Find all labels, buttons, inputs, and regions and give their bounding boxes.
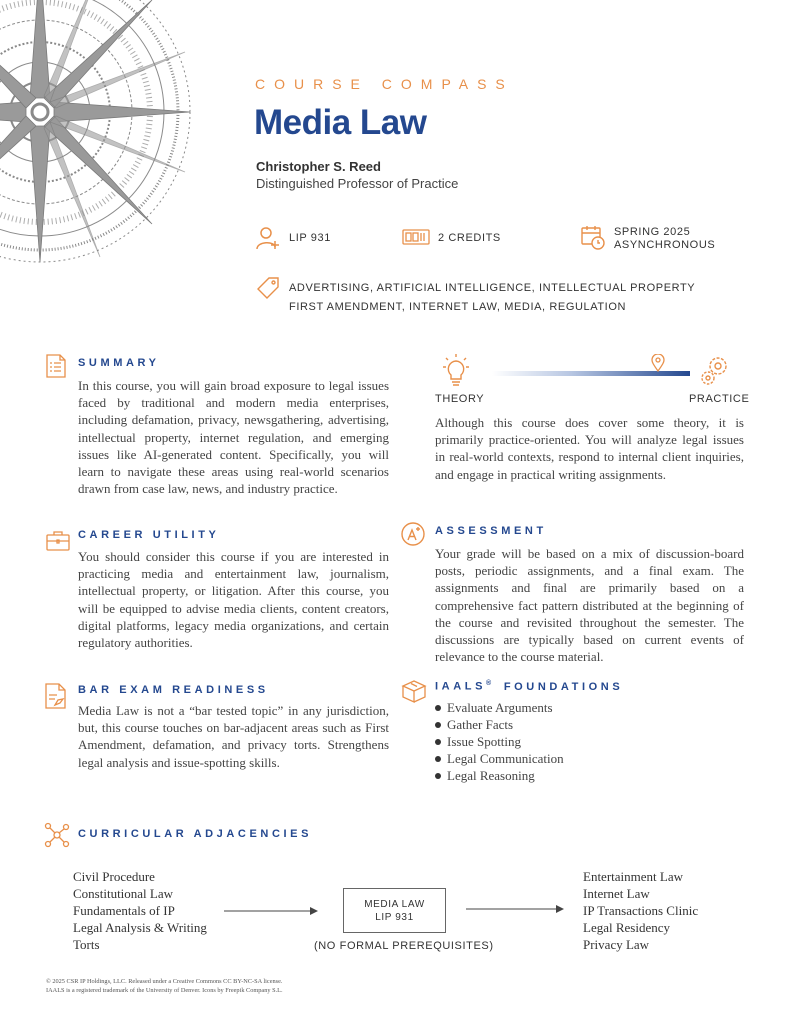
- list-item: Legal Communication: [435, 750, 564, 767]
- credits-counter-icon: [402, 229, 430, 245]
- professor-title: Distinguished Professor of Practice: [256, 176, 459, 191]
- list-item: Legal Residency: [583, 920, 670, 935]
- format: ASYNCHRONOUS: [614, 239, 716, 251]
- adjacencies-heading: CURRICULAR ADJACENCIES: [78, 828, 313, 840]
- list-item: Legal Analysis & Writing: [73, 920, 207, 935]
- professor-name: Christopher S. Reed: [256, 159, 381, 174]
- theory-label: THEORY: [435, 393, 485, 405]
- term: SPRING 2025: [614, 226, 691, 238]
- trademark-line: IAALS is a registered trademark of the University of Denver. Icons by Freepik Company S.L.: [46, 987, 283, 994]
- list-item: Legal Reasoning: [435, 767, 564, 784]
- list-item: Issue Spotting: [435, 733, 564, 750]
- bar-text: Media Law is not a “bar tested topic” in any jurisdiction, but, this course touches on bar-adjacent areas such as First Amendment, defamation, and privacy torts. Strengthens legal analysis and issue-spotting skills.: [78, 703, 389, 770]
- tag-icon: [256, 276, 280, 300]
- list-item: Privacy Law: [583, 937, 650, 952]
- practice-label: PRACTICE: [689, 393, 750, 405]
- center-course-code: LIP 931: [375, 911, 414, 923]
- subsequent-courses-list: [583, 868, 698, 953]
- list-item: Torts: [73, 937, 100, 952]
- topic-tags: [289, 279, 695, 317]
- career-text: You should consider this course if you are interested in practicing media and entertainment law, journalism, intellectual property, or litigation. After this course, you will be equipped to advise media clients, content creators, digital platforms, legacy media organizations, and certain regulatory authorities.: [78, 549, 389, 651]
- summary-text: In this course, you will gain broad exposure to legal issues faced by traditional and modern media enterprises, including defamation, privacy, newsgathering, advertising, intellectual property, internet regulation, and emerging issues like AI-generated content. Specifically, you will learn to navigate these areas using real-world scenarios drawn from case law, news, and industry practice.: [78, 378, 389, 497]
- prerequisites-note: (NO FORMAL PREREQUISITES): [314, 940, 494, 952]
- network-nodes-icon: [44, 822, 70, 848]
- arrow-right-icon: [466, 903, 566, 915]
- grade-a-plus-icon: [400, 521, 426, 547]
- iaals-list: [435, 699, 564, 784]
- list-item: Entertainment Law: [583, 869, 683, 884]
- registered-mark: ®: [486, 680, 492, 687]
- arrow-right-icon: [224, 905, 320, 917]
- credits: 2 CREDITS: [438, 232, 501, 244]
- briefcase-icon: [46, 530, 70, 552]
- calendar-clock-icon: [580, 224, 606, 250]
- list-item: Gather Facts: [435, 716, 564, 733]
- building-blocks-icon: [401, 680, 427, 704]
- location-pin-icon: [651, 354, 665, 372]
- list-item: Fundamentals of IP: [73, 903, 175, 918]
- assessment-text: Your grade will be based on a mix of discussion-board posts, periodic assignments, and a final exam. The assignments and final are primarily based on a comprehensive fact pattern distributed at the beginning of the course and revisited throughout the semester. The discussions are typically based on current events of relevance to the course material.: [435, 546, 744, 665]
- prior-courses-list: [73, 868, 207, 953]
- iaals-heading: [435, 680, 623, 693]
- assessment-heading: ASSESSMENT: [435, 525, 547, 537]
- summary-heading: SUMMARY: [78, 357, 160, 369]
- list-item: Evaluate Arguments: [435, 699, 564, 716]
- footer: [46, 977, 283, 995]
- center-course-name: MEDIA LAW: [364, 898, 425, 910]
- tags-line-2: FIRST AMENDMENT, INTERNET LAW, MEDIA, REGULATION: [289, 301, 627, 313]
- iaals-heading-prefix: IAALS: [435, 680, 486, 693]
- page-title: Media Law: [254, 103, 427, 142]
- list-item: Constitutional Law: [73, 886, 174, 901]
- bar-heading: BAR EXAM READINESS: [78, 684, 269, 696]
- tags-line-1: ADVERTISING, ARTIFICIAL INTELLIGENCE, INTELLECTUAL PROPERTY: [289, 282, 696, 294]
- compass-rose-illustration: [0, 0, 210, 290]
- center-course-box: [343, 888, 446, 933]
- user-add-icon: [255, 225, 281, 251]
- list-item: Internet Law: [583, 886, 650, 901]
- document-list-icon: [46, 354, 66, 378]
- spectrum-text: Although this course does cover some theory, it is primarily practice-oriented. You will analyze legal issues in real-world contexts, respond to internal client inquiries, and engage in practical writing assignments.: [435, 415, 744, 482]
- iaals-heading-suffix: FOUNDATIONS: [503, 680, 624, 693]
- gears-icon: [698, 353, 732, 387]
- eyebrow-label: COURSE COMPASS: [255, 76, 514, 92]
- copyright-line: © 2025 CSR IP Holdings, LLC. Released under a Creative Commons CC BY-NC-SA license.: [46, 978, 283, 985]
- course-code: LIP 931: [289, 232, 331, 244]
- list-item: IP Transactions Clinic: [583, 903, 699, 918]
- list-item: Civil Procedure: [73, 869, 155, 884]
- exam-document-icon: [45, 683, 67, 709]
- lightbulb-icon: [441, 353, 471, 387]
- career-heading: CAREER UTILITY: [78, 529, 220, 541]
